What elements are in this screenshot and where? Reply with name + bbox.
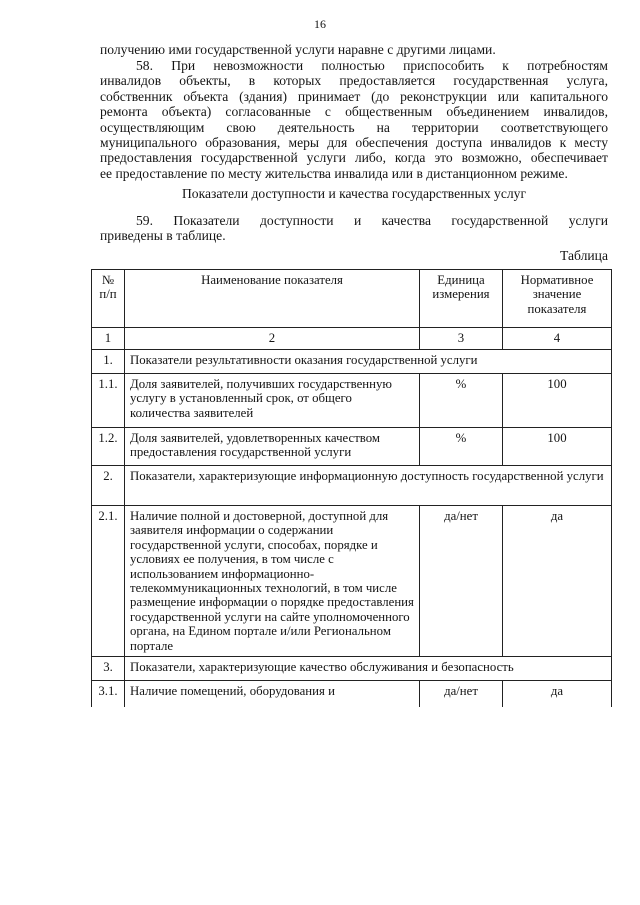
paragraph-58-line: собственник объекта (здания) принимает (до реконструкции или капитального <box>100 88 608 104</box>
indicator-value: да <box>503 506 612 657</box>
section-title: Показатели результативности оказания государственной услуги <box>125 350 612 374</box>
header-name: Наименование показателя <box>125 270 420 328</box>
indicator-unit: да/нет <box>420 506 503 657</box>
table-caption: Таблица <box>560 248 608 263</box>
indicator-unit: % <box>420 428 503 466</box>
row-number: 3. <box>92 657 125 681</box>
table-section-row <box>92 350 612 374</box>
intro-paragraph-end: получению ими государственной услуги наравне с другими лицами. <box>100 42 496 57</box>
paragraph-58 <box>100 58 608 181</box>
indicator-name: Доля заявителей, удовлетворенных качеством предоставления государственной услуги <box>125 428 420 466</box>
indicators-table <box>91 269 612 707</box>
paragraph-58-line: 58. При невозможности полностью приспособить к потребностям <box>136 58 608 73</box>
header-number: № п/п <box>92 270 125 328</box>
header-value: Нормативное значение показателя <box>503 270 612 328</box>
paragraph-58-line: ремонта объекта) согласованные с общественным объединением инвалидов, <box>100 104 608 120</box>
column-number: 2 <box>125 328 420 350</box>
indicator-value: да <box>503 681 612 707</box>
indicator-unit: % <box>420 374 503 428</box>
table-section-row <box>92 466 612 506</box>
paragraph-58-line: ее предоставление по месту жительства инвалида или в дистанционном режиме. <box>100 165 568 181</box>
paragraph-59-line: приведены в таблице. <box>100 228 226 244</box>
paragraph-58-line: инвалидов объекты, в которых предоставляется государственная услуга, <box>100 73 608 89</box>
paragraph-58-line: муниципального образования, меры для обеспечения доступа инвалидов к месту <box>100 135 608 151</box>
paragraph-59-line: 59. Показатели доступности и качества государственной услуги <box>136 213 608 228</box>
table-row <box>92 374 612 428</box>
row-number: 1. <box>92 350 125 374</box>
indicator-value: 100 <box>503 374 612 428</box>
page-number: 16 <box>314 17 326 31</box>
table-section-row <box>92 657 612 681</box>
indicator-unit: да/нет <box>420 681 503 707</box>
column-number: 4 <box>503 328 612 350</box>
indicator-name: Наличие помещений, оборудования и <box>125 681 420 707</box>
table-row <box>92 681 612 707</box>
paragraph-58-line: осуществляющим свою деятельность на территории соответствующего <box>100 119 608 135</box>
table-row <box>92 428 612 466</box>
table-header-row <box>92 270 612 328</box>
column-numbers-row <box>92 328 612 350</box>
indicator-name: Наличие полной и достоверной, доступной для заявителя информации о содержании государственной услуги, способах, порядке и условиях ее получения, в том числе с использованием информационно-телекоммуникационных технологий, в том числе размещение информации о порядке предоставления государственной услуги на сайте уполномоченного органа, на Едином портале и/или Региональном портале <box>125 506 420 657</box>
section-title: Показатели, характеризующие качество обслуживания и безопасность <box>125 657 612 681</box>
indicator-value: 100 <box>503 428 612 466</box>
row-number: 1.1. <box>92 374 125 428</box>
column-number: 1 <box>92 328 125 350</box>
paragraph-58-line: предоставления государственной услуги либо, когда это возможно, обеспечивает <box>100 150 608 166</box>
row-number: 2. <box>92 466 125 506</box>
header-unit: Единица измерения <box>420 270 503 328</box>
column-number: 3 <box>420 328 503 350</box>
row-number: 2.1. <box>92 506 125 657</box>
section-heading: Показатели доступности и качества государственных услуг <box>181 186 527 201</box>
row-number: 3.1. <box>92 681 125 707</box>
section-title: Показатели, характеризующие информационную доступность государственной услуги <box>125 466 612 506</box>
indicator-name: Доля заявителей, получивших государственную услугу в установленный срок, от общего количества заявителей <box>125 374 420 428</box>
row-number: 1.2. <box>92 428 125 466</box>
paragraph-59 <box>100 213 608 244</box>
table-row <box>92 506 612 657</box>
